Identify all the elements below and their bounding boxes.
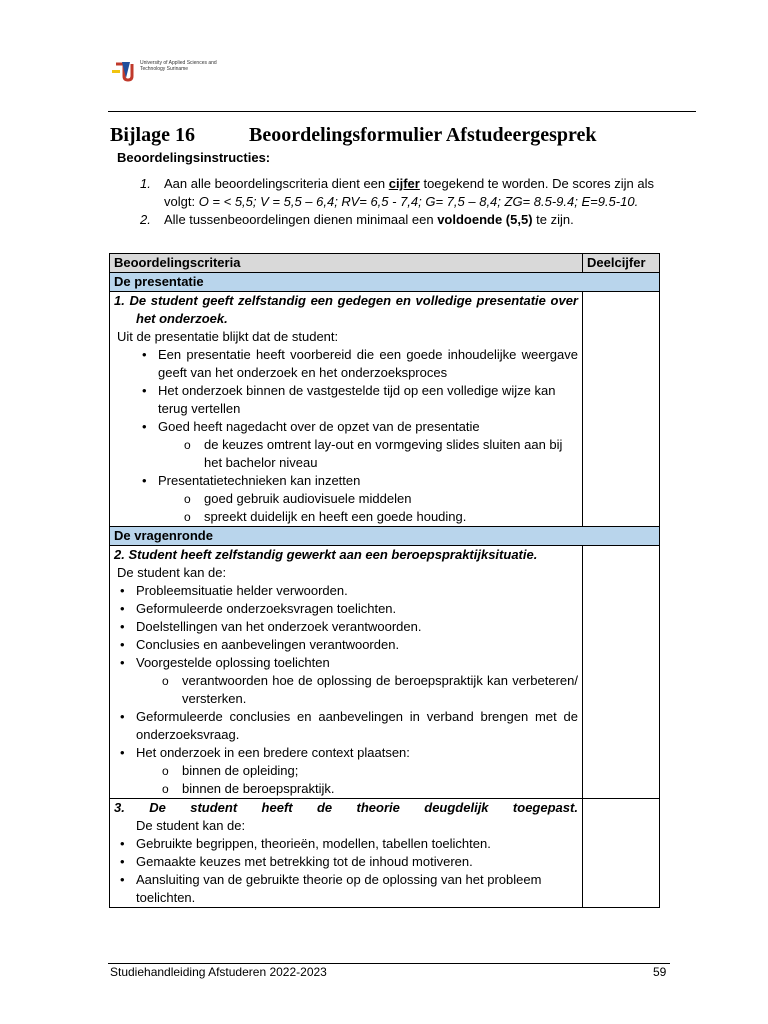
instruction-keyword: cijfer: [388, 176, 420, 191]
heading-word: theorie: [356, 800, 400, 815]
criterion-intro: De student kan de:: [136, 818, 246, 833]
logo-text: University of Applied Sciences and Technology Suriname: [140, 60, 217, 72]
list-item-label: Presentatietechnieken kan inzetten: [158, 473, 361, 488]
list-item: • Geformuleerde onderzoeksvragen toelichten.: [114, 600, 578, 618]
criterion-bullets: [114, 835, 578, 907]
table-row: [110, 546, 660, 799]
criterion-heading: 1. De student geeft zelfstandig een gedegen en volledige presentatie over het onderzoek.: [114, 293, 578, 326]
criterion-number: 3.: [114, 800, 125, 815]
list-item: • Aansluiting van de gebruikte theorie op de oplossing van het probleem toelichten.: [114, 871, 578, 907]
sub-bullets: [182, 490, 578, 526]
footer-title: Studiehandleiding Afstuderen 2022-2023: [110, 965, 327, 979]
page-number: 59: [653, 965, 667, 979]
table-row: [110, 799, 660, 908]
instructions-list: [140, 175, 655, 229]
list-item-label: Het onderzoek in een bredere context plaatsen:: [136, 745, 410, 760]
list-item: • Probleemsituatie helder verwoorden.: [114, 582, 578, 600]
form-title: Beoordelingsformulier Afstudeergesprek: [249, 124, 597, 146]
criterion-cell: [110, 799, 583, 908]
instruction-text: Aan alle beoordelingscriteria dient een: [164, 176, 389, 191]
table-header-row: [110, 254, 660, 273]
criterion-cell: [110, 292, 583, 527]
instruction-number: 1.: [140, 176, 151, 191]
list-item: [114, 654, 578, 708]
list-item-label: Goed heeft nagedacht over de opzet van de presentatie: [158, 419, 480, 434]
grade-cell[interactable]: [583, 546, 660, 799]
heading-word: toegepast.: [512, 800, 578, 815]
instruction-text: toegekend te worden. De scores zijn als volgt:: [164, 176, 654, 209]
instruction-item: [140, 175, 655, 211]
section-presentation: De presentatie: [110, 273, 660, 292]
list-item-label: Voorgestelde oplossing toelichten: [136, 655, 330, 670]
appendix-label: Bijlage 16: [110, 124, 195, 146]
sub-bullets: [160, 672, 578, 708]
list-item: • Geformuleerde conclusies en aanbevelingen in verband brengen met de onderzoeksvraag.: [114, 708, 578, 744]
sub-bullets: [160, 762, 578, 798]
table-row: [110, 292, 660, 527]
list-item: • Doelstellingen van het onderzoek verantwoorden.: [114, 618, 578, 636]
list-item: [114, 744, 578, 798]
sub-bullets: [182, 436, 578, 472]
list-item: • Gemaakte keuzes met betrekking tot de inhoud motiveren.: [114, 853, 578, 871]
section-row: [110, 527, 660, 546]
section-questions: De vragenronde: [110, 527, 660, 546]
criterion-intro: De student kan de:: [117, 565, 227, 580]
criterion-intro: Uit de presentatie blijkt dat de student:: [117, 329, 339, 344]
list-item: o de keuzes omtrent lay-out en vormgeving slides sluiten aan bij het bachelor niveau: [182, 436, 578, 472]
list-item: o spreekt duidelijk en heeft een goede houding.: [182, 508, 578, 526]
instruction-text: te zijn.: [532, 212, 574, 227]
criterion-bullets: [136, 346, 578, 526]
list-item: o verantwoorden hoe de oplossing de beroepspraktijk kan verbeteren/ versterken.: [160, 672, 578, 708]
heading-word: deugdelijk: [424, 800, 489, 815]
heading-word: de: [316, 800, 333, 815]
list-item: • Het onderzoek binnen de vastgestelde tijd op een volledige wijze kan terug vertellen: [136, 382, 578, 418]
list-item: [136, 472, 578, 526]
assessment-table: [109, 253, 660, 908]
section-row: [110, 273, 660, 292]
grade-cell[interactable]: [583, 799, 660, 908]
list-item: o binnen de beroepspraktijk.: [160, 780, 578, 798]
instruction-keyword: voldoende (5,5): [437, 212, 533, 227]
criteria-header: Beoordelingscriteria: [110, 254, 583, 273]
instruction-item: [140, 211, 655, 229]
criterion-cell: [110, 546, 583, 799]
list-item: • Conclusies en aanbevelingen verantwoorden.: [114, 636, 578, 654]
criterion-bullets: [114, 582, 578, 798]
criterion-heading: [114, 799, 578, 817]
instructions-title: Beoordelingsinstructies:: [117, 150, 271, 165]
heading-word: De: [149, 800, 166, 815]
instruction-number: 2.: [140, 212, 151, 227]
heading-word: heeft: [261, 800, 293, 815]
list-item: • Gebruikte begrippen, theorieën, modellen, tabellen toelichten.: [114, 835, 578, 853]
list-item: o binnen de opleiding;: [160, 762, 578, 780]
list-item: o goed gebruik audiovisuele middelen: [182, 490, 578, 508]
header-rule: [108, 111, 696, 112]
grading-scale: O = < 5,5; V = 5,5 – 6,4; RV= 6,5 - 7,4; G= 7,5 – 8,4; ZG= 8.5-9.4; E=9.5-10.: [198, 194, 639, 209]
list-item: [136, 418, 578, 472]
grade-header: Deelcijfer: [583, 254, 660, 273]
grade-cell[interactable]: [583, 292, 660, 527]
footer-rule: [108, 963, 670, 964]
list-item: • Een presentatie heeft voorbereid die een goede inhoudelijke weergave geeft van het onderzoek en het onderzoeksproces: [136, 346, 578, 382]
heading-word: student: [190, 800, 238, 815]
criterion-heading: 2. Student heeft zelfstandig gewerkt aan een beroepspraktijksituatie.: [114, 547, 538, 562]
instruction-text: Alle tussenbeoordelingen dienen minimaal een: [164, 212, 438, 227]
page-title: [110, 124, 597, 147]
